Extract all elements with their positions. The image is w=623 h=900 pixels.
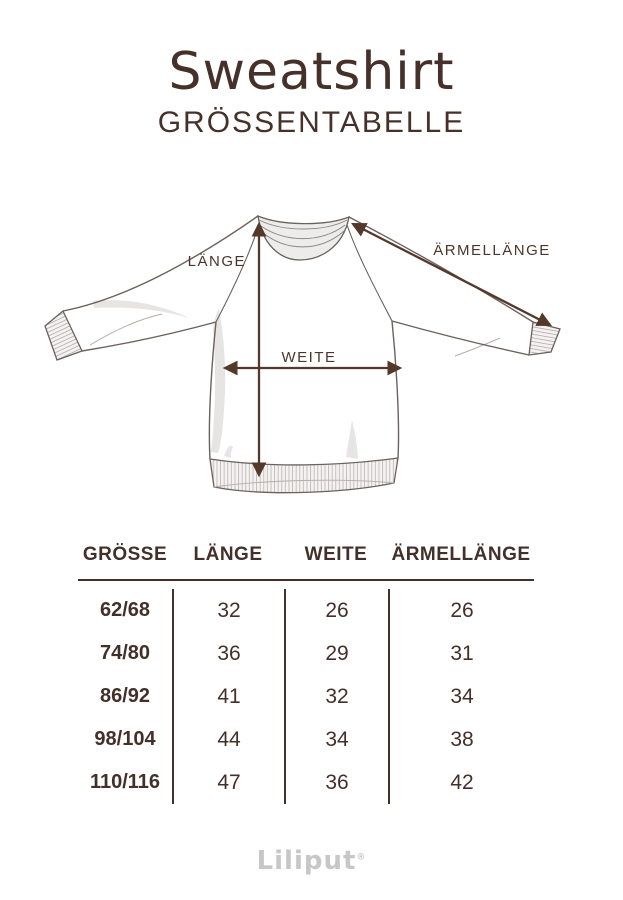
table-row bbox=[78, 675, 534, 718]
brand-name: Liliput bbox=[256, 846, 357, 876]
laenge-cell: 44 bbox=[172, 718, 284, 761]
weite-cell: 32 bbox=[284, 675, 388, 718]
registered-mark: ® bbox=[356, 852, 367, 863]
header-weite: WEITE bbox=[304, 544, 368, 565]
weite-label: WEITE bbox=[281, 349, 337, 366]
size-cell: 98/104 bbox=[94, 728, 156, 750]
size-cell: 110/116 bbox=[89, 771, 161, 793]
table-row bbox=[78, 761, 534, 804]
sweatshirt-measurement-diagram bbox=[0, 193, 623, 505]
size-cell: 86/92 bbox=[99, 685, 151, 707]
laenge-cell: 32 bbox=[172, 589, 284, 632]
size-table bbox=[78, 542, 534, 804]
aermellaenge-cell: 42 bbox=[388, 761, 534, 804]
header-aermellaenge: ÄRMELLÄNGE bbox=[391, 544, 531, 565]
aermellaenge-cell: 38 bbox=[388, 718, 534, 761]
weite-cell: 34 bbox=[284, 718, 388, 761]
header-laenge: LÄNGE bbox=[193, 544, 263, 565]
aermellaenge-cell: 26 bbox=[388, 589, 534, 632]
size-table-header bbox=[78, 542, 534, 568]
aermellaenge-cell: 34 bbox=[388, 675, 534, 718]
table-row bbox=[78, 718, 534, 761]
aermellaenge-label: ÄRMELLÄNGE bbox=[433, 242, 551, 259]
right-cuff bbox=[529, 322, 560, 355]
header-rule bbox=[78, 579, 534, 581]
laenge-label: LÄNGE bbox=[187, 253, 246, 270]
laenge-cell: 41 bbox=[172, 675, 284, 718]
size-table-body bbox=[78, 589, 534, 804]
header-groesse: GRÖSSE bbox=[82, 544, 168, 565]
table-row bbox=[78, 632, 534, 675]
brand-logo bbox=[257, 846, 367, 876]
table-row bbox=[78, 589, 534, 632]
weite-cell: 36 bbox=[284, 761, 388, 804]
footer bbox=[0, 846, 623, 876]
aermellaenge-cell: 31 bbox=[388, 632, 534, 675]
page-title: Sweatshirt bbox=[168, 42, 455, 102]
laenge-cell: 36 bbox=[172, 632, 284, 675]
sweatshirt-drawing bbox=[0, 193, 623, 505]
size-cell: 74/80 bbox=[99, 642, 151, 664]
size-cell: 62/68 bbox=[99, 599, 151, 621]
page-subtitle: GRÖSSENTABELLE bbox=[157, 106, 466, 139]
weite-cell: 26 bbox=[284, 589, 388, 632]
laenge-cell: 47 bbox=[172, 761, 284, 804]
weite-cell: 29 bbox=[284, 632, 388, 675]
